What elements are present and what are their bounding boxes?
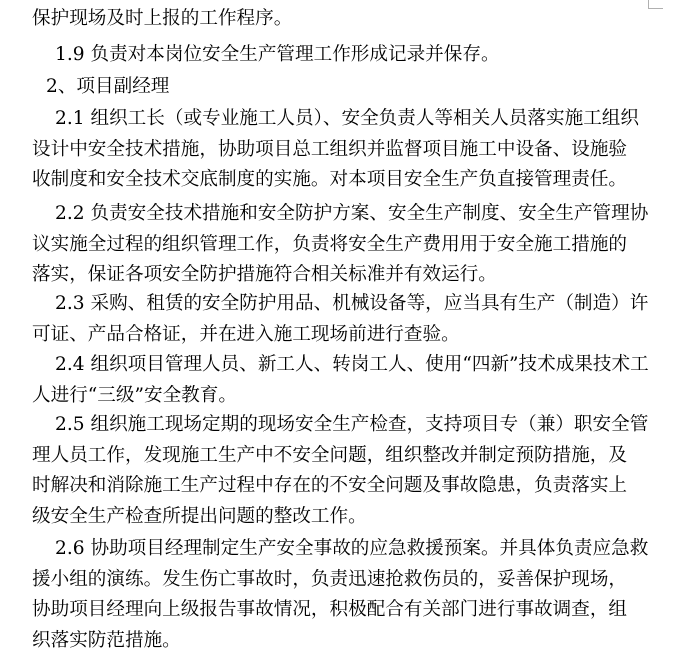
paragraph-line: 可证、产品合格证，并在进入施工现场前进行查验。 (32, 323, 460, 345)
paragraph-line: 人进行“三级”安全教育。 (32, 384, 237, 406)
paragraph-line: 落实，保证各项安全防护措施符合相关标准并有效运行。 (32, 264, 497, 285)
paragraph-2-2 (32, 199, 652, 291)
paragraph-2-1 (32, 104, 652, 196)
paragraph-line: 2.4 组织项目管理人员、新工人、转岗工人、使用“四新”技术成果技术工 (55, 354, 649, 375)
paragraph-line: 2.2 负责安全技术措施和安全防护方案、安全生产制度、安全生产管理协 (55, 203, 649, 224)
paragraph-2-5 (32, 410, 652, 532)
text-item-1-9: 1.9 负责对本岗位安全生产管理工作形成记录并保存。 (55, 44, 500, 65)
section-heading-deputy-manager: 2、项目副经理 (46, 76, 170, 97)
paragraph-line: 2.6 协助项目经理制定生产安全事故的应急救援预案。并具体负责应急救 (55, 538, 649, 559)
paragraph-line: 收制度和安全技术交底制度的实施。对本项目安全生产负直接管理责任。 (32, 169, 628, 190)
paragraph-line: 织落实防范措施。 (32, 629, 181, 651)
paragraph-line: 理人员工作，发现施工生产中不安全问题，组织整改并制定预防措施，及 (32, 444, 628, 466)
paragraph-line: 2.5 组织施工现场定期的现场安全生产检查，支持项目专（兼）职安全管 (55, 414, 649, 435)
text-line-continuation: 保护现场及时上报的工作程序。 (32, 8, 293, 29)
paragraph-line: 议实施全过程的组织管理工作，负责将安全生产费用用于安全施工措施的 (32, 233, 628, 255)
paragraph-line: 援小组的演练。发生伤亡事故时，负责迅速抢救伤员的，妥善保护现场， (32, 568, 628, 590)
paragraph-line: 级安全生产检查所提出问题的整改工作。 (32, 505, 367, 527)
paragraph-2-4 (32, 350, 652, 411)
paragraph-2-6 (32, 534, 652, 656)
paragraph-line: 设计中安全技术措施，协助项目总工组织并监督项目施工中设备、设施验 (32, 138, 628, 160)
paragraph-line: 2.3 采购、租赁的安全防护用品、机械设备等，应当具有生产（制造）许 (55, 293, 649, 314)
paragraph-2-3 (32, 289, 652, 350)
paragraph-line: 时解决和消除施工生产过程中存在的不安全问题及事故隐患，负责落实上 (32, 475, 628, 496)
paragraph-line: 协助项目经理向上级报告事故情况，积极配合有关部门进行事故调查，组 (32, 599, 628, 620)
page-corner-mark (648, 0, 663, 9)
paragraph-line: 2.1 组织工长（或专业施工人员）、安全负责人等相关人员落实施工组织 (55, 108, 639, 129)
